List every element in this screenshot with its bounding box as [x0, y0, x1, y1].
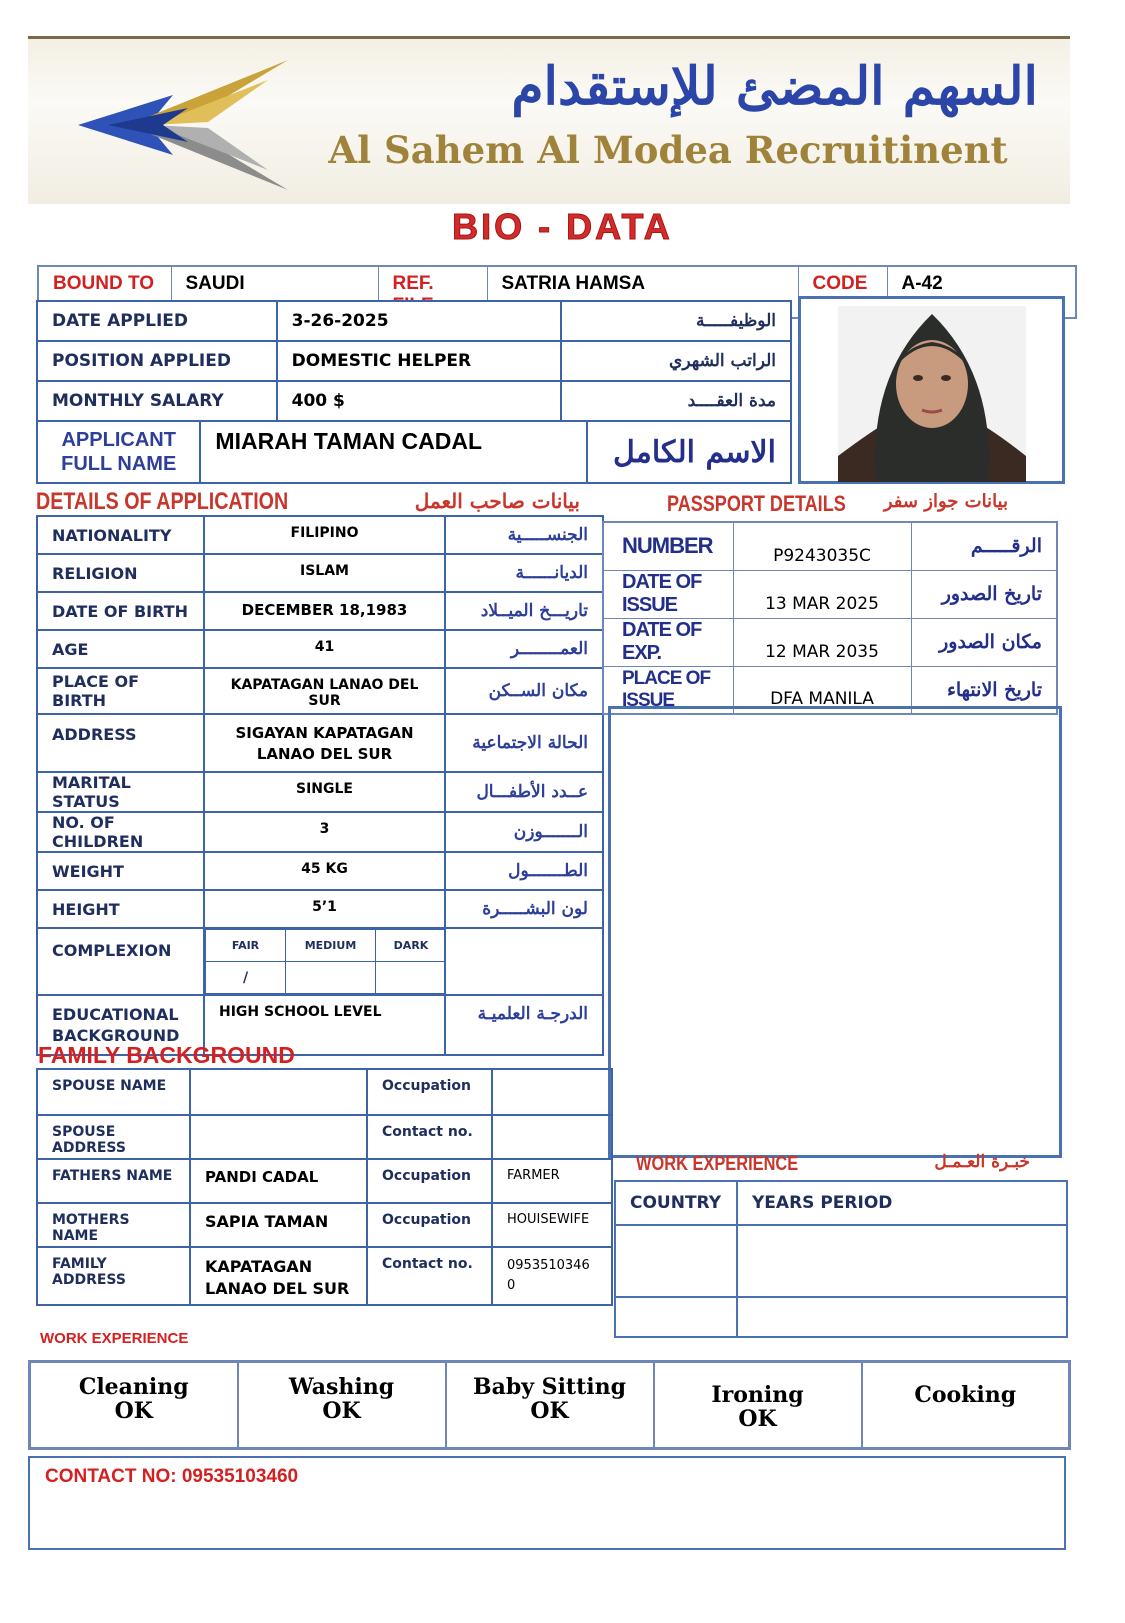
table-row [37, 714, 603, 772]
mothers-occupation-value: HOUISEWIFE [492, 1203, 612, 1247]
date-applied-value: 3-26-2025 [277, 301, 562, 341]
complexion-medium-mark [286, 962, 376, 994]
details-heading-arabic: بيانات صاحب العمل [414, 489, 580, 513]
family-address-label: FAMILY ADDRESS [37, 1247, 190, 1305]
passport-heading-arabic: بيانات جواز سفر [883, 491, 1008, 512]
age-arabic: العمــــــــر [445, 630, 603, 668]
height-label: HEIGHT [37, 890, 204, 928]
applicant-photo [838, 306, 1026, 482]
age-value: 41 [204, 630, 445, 668]
date-applied-label: DATE APPLIED [37, 301, 277, 341]
fathers-occupation-value: FARMER [492, 1159, 612, 1203]
work-experience-table [614, 1180, 1068, 1338]
height-arabic: لون البشـــــرة [445, 890, 603, 928]
place-of-birth-label: PLACE OF BIRTH [37, 668, 204, 714]
work-experience-heading: WORK EXPERIENCE [636, 1153, 799, 1175]
skill-washing: Washing OK [238, 1362, 446, 1449]
bound-to-value: SAUDI [171, 266, 378, 318]
weight-label: WEIGHT [37, 852, 204, 890]
country-header: COUNTRY [615, 1181, 737, 1225]
table-row [37, 1115, 612, 1159]
complexion-label: COMPLEXION [37, 928, 204, 995]
complexion-fair-mark: / [206, 962, 286, 994]
complexion-medium: MEDIUM [286, 930, 376, 962]
full-name-value: MIARAH TAMAN CADAL [200, 421, 587, 483]
company-logo-banner [28, 36, 1070, 204]
spouse-occupation-value [492, 1069, 612, 1115]
weight-value: 45 KG [204, 852, 445, 890]
spouse-name-label: SPOUSE NAME [37, 1069, 190, 1115]
full-name-label: APPLICANT FULL NAME [37, 421, 200, 483]
marital-status-label: MARITAL STATUS [37, 772, 204, 812]
complexion-dark-mark [376, 962, 446, 994]
education-value: HIGH SCHOOL LEVEL [204, 995, 445, 1055]
education-arabic: الدرجـة العلميـة [445, 995, 603, 1055]
spouse-name-value [190, 1069, 367, 1115]
table-row [37, 852, 603, 890]
table-row [37, 592, 603, 630]
spouse-address-label: SPOUSE ADDRESS [37, 1115, 190, 1159]
complexion-dark: DARK [376, 930, 446, 962]
family-contact-label: Contact no. [367, 1247, 492, 1305]
date-of-birth-value: DECEMBER 18,1983 [204, 592, 445, 630]
date-of-issue-label: DATE OF ISSUE [603, 570, 733, 618]
date-applied-arabic: الوظيفـــــة [561, 301, 791, 341]
family-contact-value: 0953510346 0 [492, 1247, 612, 1305]
religion-value: ISLAM [204, 554, 445, 592]
table-row [37, 301, 791, 341]
spouse-contact-label: Contact no. [367, 1115, 492, 1159]
company-name-english: Al Sahem Al Modea Recruitinent [328, 128, 1008, 172]
contact-number: CONTACT NO: 09535103460 [45, 1466, 299, 1487]
children-value: 3 [204, 812, 445, 852]
date-of-exp-arabic: مكان الصدور [911, 618, 1057, 666]
contact-box [28, 1456, 1066, 1550]
place-of-birth-value: KAPATAGAN LANAO DEL SUR [204, 668, 445, 714]
date-of-exp-label: DATE OF EXP. [603, 618, 733, 666]
fathers-name-value: PANDI CADAL [190, 1159, 367, 1203]
table-row [603, 618, 1057, 666]
code-label: CODE [798, 266, 887, 318]
date-of-issue-arabic: تاريخ الصدور [911, 570, 1057, 618]
passport-number-value: P9243035C [733, 522, 911, 570]
details-table [36, 515, 604, 1056]
age-label: AGE [37, 630, 204, 668]
nationality-arabic: الجنســـــية [445, 516, 603, 554]
nationality-label: NATIONALITY [37, 516, 204, 554]
table-row [37, 1203, 612, 1247]
passport-table [602, 521, 1058, 715]
date-of-birth-label: DATE OF BIRTH [37, 592, 204, 630]
table-row [603, 570, 1057, 618]
skills-table [28, 1360, 1071, 1450]
spouse-occupation-label: Occupation [367, 1069, 492, 1115]
date-of-exp-value: 12 MAR 2035 [733, 618, 911, 666]
job-table [36, 300, 792, 422]
full-name-arabic: الاسم الكامل [587, 421, 791, 483]
passport-heading: PASSPORT DETAILS [667, 491, 846, 516]
table-row [37, 812, 603, 852]
table-row [37, 1159, 612, 1203]
weight-arabic: الطـــــــول [445, 852, 603, 890]
education-label: EDUCATIONAL BACKGROUND [37, 995, 204, 1055]
monthly-salary-value: 400 $ [277, 381, 562, 421]
address-label: ADDRESS [37, 714, 204, 772]
nationality-value: FILIPINO [204, 516, 445, 554]
height-value: 5’1 [204, 890, 445, 928]
date-of-birth-arabic: تاريـــخ الميــلاد [445, 592, 603, 630]
table-row [37, 341, 791, 381]
family-heading: FAMILY BACKGROUND [38, 1042, 295, 1068]
fathers-name-label: FATHERS NAME [37, 1159, 190, 1203]
table-row [37, 1069, 612, 1115]
position-applied-label: POSITION APPLIED [37, 341, 277, 381]
table-row [37, 630, 603, 668]
table-row [37, 554, 603, 592]
place-of-issue-arabic: تاريخ الانتهاء [911, 666, 1057, 714]
mothers-occupation-label: Occupation [367, 1203, 492, 1247]
table-row [615, 1181, 1067, 1225]
monthly-salary-label: MONTHLY SALARY [37, 381, 277, 421]
place-of-birth-arabic: مكان الســكن [445, 668, 603, 714]
table-row [37, 381, 791, 421]
complexion-fair: FAIR [206, 930, 286, 962]
bound-to-label: BOUND TO [38, 266, 171, 318]
table-row [37, 772, 603, 812]
table-row [37, 516, 603, 554]
passport-number-label: NUMBER [603, 522, 733, 570]
children-label: NO. OF CHILDREN [37, 812, 204, 852]
company-name-arabic: السهم المضئ للإستقدام [511, 56, 1038, 117]
skill-baby-sitting: Baby Sitting OK [446, 1362, 654, 1449]
religion-arabic: الديانــــــة [445, 554, 603, 592]
address-value: SIGAYAN KAPATAGAN LANAO DEL SUR [204, 714, 445, 772]
arrow-logo-icon [68, 50, 298, 195]
children-arabic: الـــــــوزن [445, 812, 603, 852]
table-row [37, 668, 603, 714]
complexion-options [204, 928, 445, 995]
full-name-table [36, 420, 792, 484]
place-of-issue-label: PLACE OF ISSUE [603, 666, 733, 714]
page-title: BIO - DATA [452, 206, 673, 247]
table-row [603, 522, 1057, 570]
date-of-issue-value: 13 MAR 2025 [733, 570, 911, 618]
complexion-empty-cell [445, 928, 603, 995]
ref-file-value: SATRIA HAMSA [487, 266, 798, 318]
skill-cleaning: Cleaning OK [30, 1362, 238, 1449]
marital-status-arabic: عــدد الأطفـــال [445, 772, 603, 812]
code-value: A-42 [887, 266, 1076, 318]
spouse-contact-value [492, 1115, 612, 1159]
work-experience-label: WORK EXPERIENCE [40, 1330, 189, 1347]
fathers-occupation-label: Occupation [367, 1159, 492, 1203]
religion-label: RELIGION [37, 554, 204, 592]
table-row [37, 1247, 612, 1305]
table-row [37, 928, 603, 995]
ref-file-label: REF. [378, 266, 487, 318]
position-applied-value: DOMESTIC HELPER [277, 341, 562, 381]
spouse-address-value [190, 1115, 367, 1159]
monthly-salary-arabic: مدة العقــــد [561, 381, 791, 421]
work-experience-heading-arabic: خبـرة العـمـل [934, 1152, 1030, 1172]
marital-status-value: SINGLE [204, 772, 445, 812]
years-period-header: YEARS PERIOD [737, 1181, 1067, 1225]
position-applied-arabic: الراتب الشهري [561, 341, 791, 381]
skill-ironing: Ironing OK [654, 1362, 862, 1449]
table-row [37, 890, 603, 928]
family-table [36, 1068, 613, 1306]
mothers-name-value: SAPIA TAMAN [190, 1203, 367, 1247]
place-of-issue-value: DFA MANILA [733, 666, 911, 714]
table-row [615, 1297, 1067, 1337]
family-address-value: KAPATAGAN LANAO DEL SUR [190, 1247, 367, 1305]
passport-number-arabic: الرقـــــم [911, 522, 1057, 570]
empty-frame [608, 706, 1062, 1158]
skill-cooking: Cooking [862, 1362, 1070, 1449]
mothers-name-label: MOTHERS NAME [37, 1203, 190, 1247]
address-arabic: الحالة الاجتماعية [445, 714, 603, 772]
details-heading: DETAILS OF APPLICATION [36, 488, 289, 515]
table-row [615, 1225, 1067, 1297]
